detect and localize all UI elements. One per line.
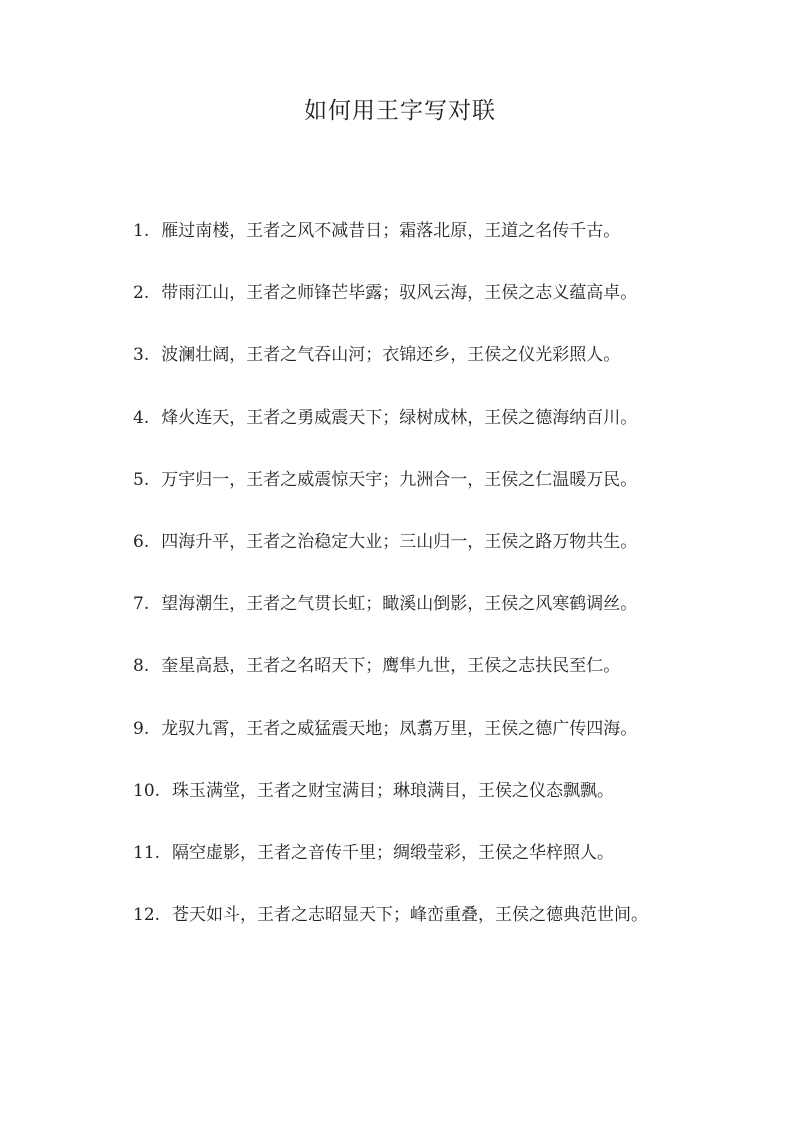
couplet-text: 烽火连天，王者之勇威震天下；绿树成林，王侯之德海纳百川。 (161, 407, 638, 428)
couplet-text: 奎星高悬，王者之名昭天下；鹰隼九世，王侯之志扶民至仁。 (161, 656, 621, 677)
couplet-item (133, 776, 753, 838)
couplet-list (133, 216, 753, 962)
couplet-text: 隔空虚影，王者之音传千里；绸缎莹彩，王侯之华梓照人。 (172, 842, 615, 863)
couplet-number: 6. (133, 531, 150, 552)
couplet-text: 波澜壮阔，王者之气吞山河；衣锦还乡，王侯之仪光彩照人。 (161, 345, 621, 366)
couplet-number: 5. (133, 469, 150, 490)
couplet-number: 9. (133, 718, 150, 739)
couplet-item (133, 278, 753, 340)
couplet-number: 12. (133, 905, 161, 926)
couplet-item (133, 403, 753, 465)
couplet-number: 4. (133, 407, 150, 428)
couplet-text: 珠玉满堂，王者之财宝满目；琳琅满目，王侯之仪态飘飘。 (172, 780, 615, 801)
couplet-item (133, 900, 753, 962)
couplet-number: 7. (133, 594, 150, 615)
couplet-text: 万宇归一，王者之威震惊天宇；九洲合一，王侯之仁温暖万民。 (161, 469, 638, 490)
couplet-text: 苍天如斗，王者之志昭显天下；峰峦重叠，王侯之德典范世间。 (172, 905, 649, 926)
couplet-item (133, 527, 753, 589)
couplet-item (133, 216, 753, 278)
couplet-text: 带雨江山，王者之师锋芒毕露；驭风云海，王侯之志义蕴高卓。 (161, 283, 638, 304)
couplet-item (133, 714, 753, 776)
couplet-item (133, 589, 753, 651)
couplet-item (133, 838, 753, 900)
couplet-text: 四海升平，王者之治稳定大业；三山归一，王侯之路万物共生。 (161, 531, 638, 552)
couplet-text: 望海潮生，王者之气贯长虹；瞰溪山倒影，王侯之风寒鹤调丝。 (161, 594, 638, 615)
couplet-text: 龙驭九霄，王者之威猛震天地；凤翥万里，王侯之德广传四海。 (161, 718, 638, 739)
couplet-number: 2. (133, 283, 150, 304)
couplet-item (133, 340, 753, 402)
couplet-number: 3. (133, 345, 150, 366)
couplet-item (133, 465, 753, 527)
couplet-number: 8. (133, 656, 150, 677)
couplet-number: 10. (133, 780, 161, 801)
couplet-number: 1. (133, 221, 150, 241)
document-title: 如何用王字写对联 (304, 98, 496, 124)
couplet-number: 11. (133, 842, 161, 863)
couplet-text: 雁过南楼，王者之风不减昔日；霜落北原，王道之名传千古。 (161, 221, 621, 241)
couplet-item (133, 651, 753, 713)
